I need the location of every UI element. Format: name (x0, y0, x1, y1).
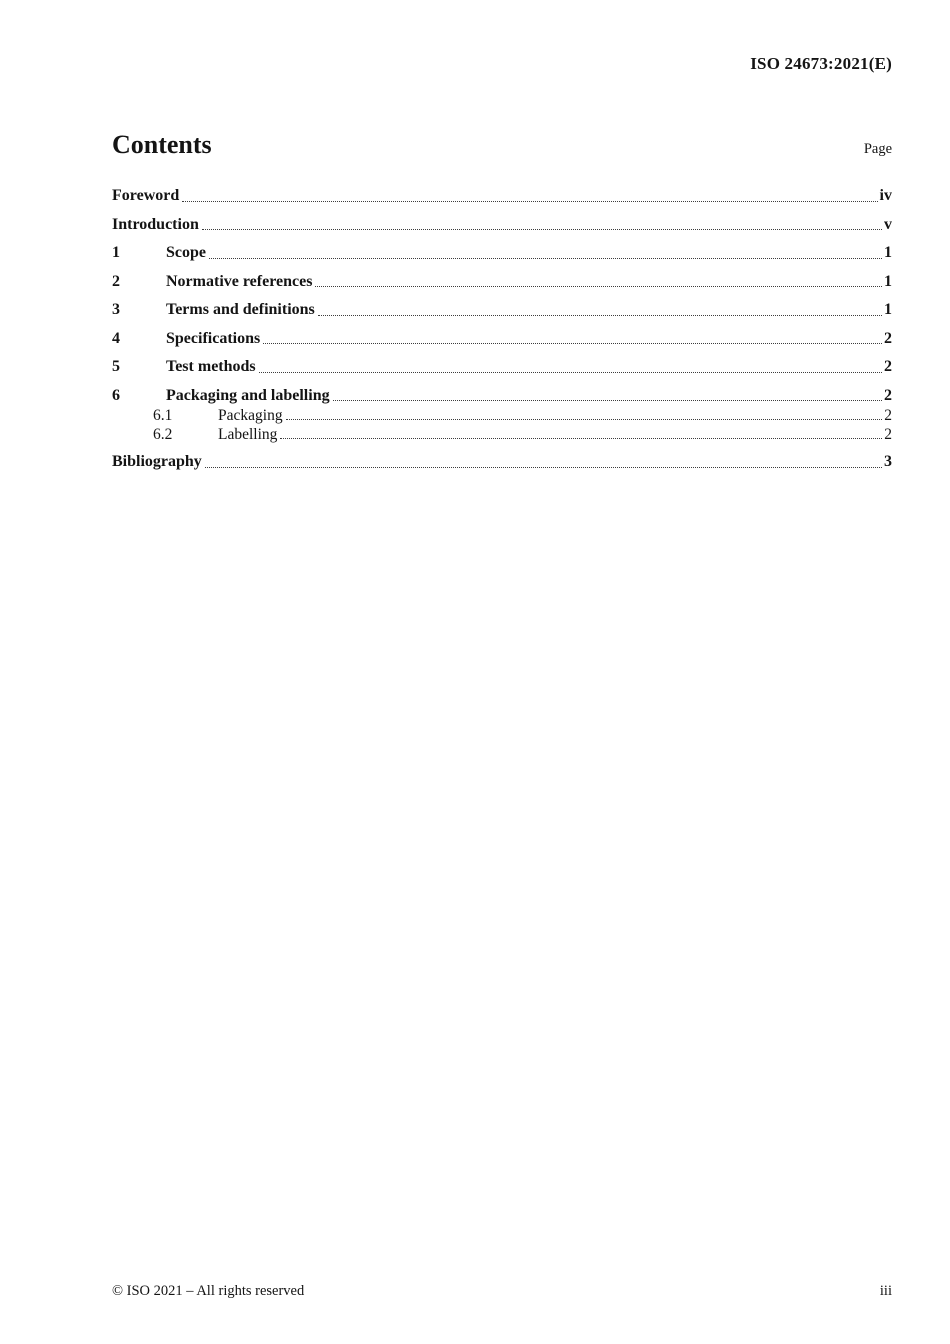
toc-entry-title: Packaging and labelling (166, 386, 330, 404)
toc-entry-title: Packaging (218, 406, 283, 424)
dot-leader (333, 400, 882, 401)
toc-entry-1[interactable] (112, 243, 892, 263)
dot-leader (280, 438, 882, 439)
copyright-notice: © ISO 2021 – All rights reserved (112, 1283, 305, 1299)
toc-entry-page: 3 (884, 453, 892, 470)
toc-entry-title: Foreword (112, 187, 180, 204)
toc-entry-page: 2 (884, 386, 892, 404)
dot-leader (182, 201, 877, 202)
toc-entry-page: 2 (884, 406, 892, 424)
toc-entry-page: iv (879, 187, 892, 204)
toc-entry-title: Test methods (166, 358, 256, 375)
toc-entry-number: 4 (112, 329, 120, 347)
dot-leader (318, 315, 882, 316)
toc-entry-title: Introduction (112, 215, 199, 233)
toc-entry-page: 2 (884, 358, 892, 375)
dot-leader (263, 343, 882, 344)
toc-entry-6-1[interactable] (112, 406, 892, 425)
toc-entry-foreword[interactable] (112, 186, 892, 206)
toc-entry-5[interactable] (112, 357, 892, 377)
toc-entry-title: Bibliography (112, 453, 202, 470)
toc-entry-page: 1 (884, 244, 892, 261)
toc-entry-4[interactable] (112, 329, 892, 349)
toc-entry-6[interactable] (112, 386, 892, 406)
toc-entry-page: v (884, 215, 892, 233)
toc-entry-2[interactable] (112, 272, 892, 292)
toc-entry-page: 2 (884, 329, 892, 347)
dot-leader (202, 229, 882, 230)
dot-leader (259, 372, 882, 373)
page-column-label: Page (863, 141, 892, 157)
dot-leader (315, 286, 882, 287)
toc-entry-number: 6.2 (153, 425, 173, 443)
toc-entry-title: Labelling (218, 425, 278, 443)
dot-leader (209, 258, 882, 259)
toc-entry-3[interactable] (112, 300, 892, 320)
toc-entry-page: 1 (884, 301, 892, 318)
contents-heading-row (112, 131, 892, 159)
contents-title: Contents (112, 130, 212, 159)
toc-entry-introduction[interactable] (112, 215, 892, 235)
toc-entry-number: 5 (112, 358, 120, 375)
toc-entry-title: Normative references (166, 272, 313, 290)
page-number-roman: iii (879, 1283, 892, 1299)
toc-entry-number: 3 (112, 301, 120, 318)
toc-entry-number: 6.1 (153, 406, 173, 424)
toc-entry-number: 2 (112, 272, 120, 290)
dot-leader (286, 419, 883, 420)
page-content (112, 131, 892, 472)
toc-entry-page: 1 (884, 272, 892, 290)
toc-entry-page: 2 (884, 425, 892, 443)
toc-entry-number: 6 (112, 386, 120, 404)
toc-entry-title: Terms and definitions (166, 301, 315, 318)
toc-entry-title: Scope (166, 244, 206, 261)
toc-entry-title: Specifications (166, 329, 261, 347)
table-of-contents (112, 186, 892, 472)
toc-entry-6-2[interactable] (112, 425, 892, 444)
page-footer (112, 1283, 892, 1300)
dot-leader (205, 467, 882, 468)
toc-entry-bibliography[interactable] (112, 452, 892, 472)
document-reference: ISO 24673:2021(E) (750, 54, 892, 73)
toc-entry-number: 1 (112, 244, 120, 261)
